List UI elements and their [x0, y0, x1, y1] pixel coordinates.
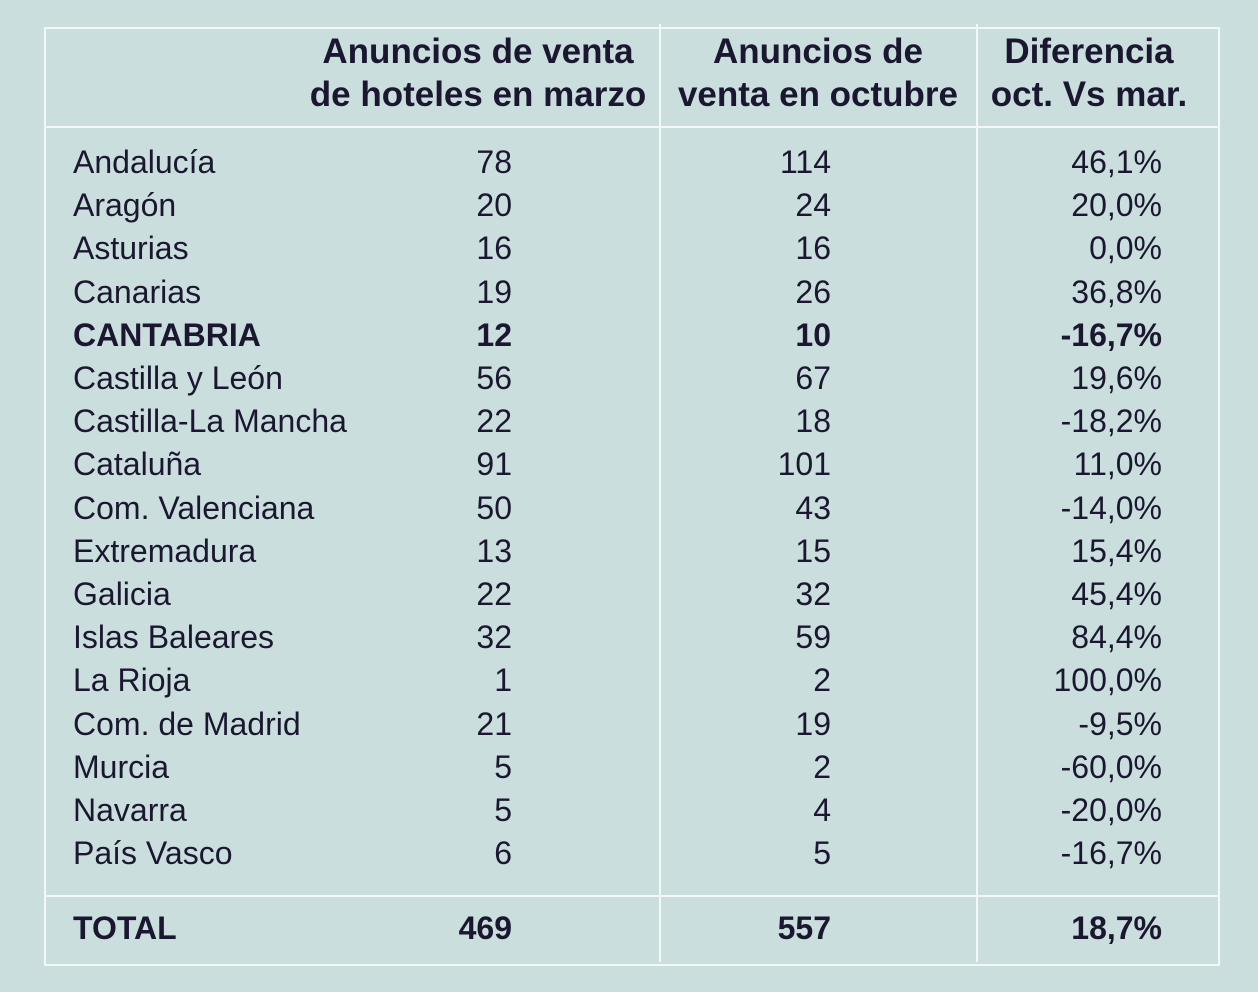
marzo-value: 78	[476, 144, 512, 180]
header-octubre-line2: venta en octubre	[677, 75, 959, 114]
diferencia-value: -9,5%	[1078, 706, 1162, 742]
marzo-value: 5	[494, 749, 512, 785]
marzo-value: 5	[494, 792, 512, 828]
diferencia-value: 19,6%	[1071, 360, 1162, 396]
table-row	[0, 400, 1258, 443]
region-name: Murcia	[73, 749, 170, 785]
diferencia-value: 20,0%	[1071, 187, 1162, 223]
octubre-value: 10	[795, 317, 831, 353]
octubre-value: 101	[777, 446, 831, 482]
octubre-value: 67	[795, 360, 831, 396]
diferencia-value: 45,4%	[1071, 576, 1162, 612]
marzo-value: 12	[476, 317, 512, 353]
octubre-value: 24	[795, 187, 831, 223]
marzo-value: 22	[476, 576, 512, 612]
marzo-value: 6	[494, 835, 512, 871]
diferencia-value: 100,0%	[1053, 662, 1162, 698]
table-row	[0, 573, 1258, 616]
octubre-value: 18	[795, 403, 831, 439]
region-name: Extremadura	[73, 533, 257, 569]
marzo-value: 22	[476, 403, 512, 439]
table-row	[0, 530, 1258, 573]
region-name: Cataluña	[73, 446, 202, 482]
header-diferencia-line1: Diferencia	[1004, 32, 1174, 71]
diferencia-value: -20,0%	[1060, 792, 1162, 828]
header-octubre-line1: Anuncios de	[712, 32, 924, 71]
header-divider	[44, 126, 1220, 128]
region-name: Aragón	[73, 187, 177, 223]
table-row-highlighted	[0, 314, 1258, 357]
table-row	[0, 443, 1258, 486]
marzo-value: 21	[476, 706, 512, 742]
octubre-value: 16	[795, 230, 831, 266]
region-name: Com. de Madrid	[73, 706, 301, 742]
octubre-value: 5	[813, 835, 831, 871]
marzo-value: 13	[476, 533, 512, 569]
total-row	[0, 907, 1258, 950]
diferencia-value: -16,7%	[1060, 835, 1162, 871]
header-marzo	[300, 30, 656, 116]
octubre-value: 15	[795, 533, 831, 569]
table-row	[0, 789, 1258, 832]
table-row	[0, 271, 1258, 314]
diferencia-value: -18,2%	[1060, 403, 1162, 439]
diferencia-value: 36,8%	[1071, 274, 1162, 310]
marzo-value: 19	[476, 274, 512, 310]
table-row	[0, 141, 1258, 184]
region-name: Com. Valenciana	[73, 490, 315, 526]
table-row	[0, 616, 1258, 659]
table-row	[0, 357, 1258, 400]
header-octubre	[662, 30, 974, 116]
marzo-value: 32	[476, 619, 512, 655]
header-diferencia	[979, 30, 1199, 116]
diferencia-value: 84,4%	[1071, 619, 1162, 655]
diferencia-value: 15,4%	[1071, 533, 1162, 569]
diferencia-value: -14,0%	[1060, 490, 1162, 526]
octubre-value: 32	[795, 576, 831, 612]
total-label: TOTAL	[73, 910, 177, 946]
octubre-value: 43	[795, 490, 831, 526]
diferencia-value: -16,7%	[1060, 317, 1162, 353]
region-name: Islas Baleares	[73, 619, 274, 655]
marzo-value: 16	[476, 230, 512, 266]
table-row	[0, 184, 1258, 227]
diferencia-value: 0,0%	[1089, 230, 1162, 266]
region-name: Andalucía	[73, 144, 216, 180]
octubre-value: 19	[795, 706, 831, 742]
table-row	[0, 659, 1258, 702]
marzo-value: 20	[476, 187, 512, 223]
octubre-value: 4	[813, 792, 831, 828]
table-row	[0, 703, 1258, 746]
header-diferencia-line2: oct. Vs mar.	[990, 75, 1188, 114]
total-diferencia: 18,7%	[1071, 910, 1162, 946]
marzo-value: 91	[476, 446, 512, 482]
header-marzo-line1: Anuncios de venta	[322, 32, 634, 71]
octubre-value: 59	[795, 619, 831, 655]
region-name: Galicia	[73, 576, 171, 612]
region-name: Navarra	[73, 792, 187, 828]
region-name: Castilla-La Mancha	[73, 403, 347, 439]
region-name: La Rioja	[73, 662, 191, 698]
region-name: Asturias	[73, 230, 189, 266]
marzo-value: 1	[494, 662, 512, 698]
diferencia-value: -60,0%	[1060, 749, 1162, 785]
marzo-value: 56	[476, 360, 512, 396]
octubre-value: 114	[779, 144, 831, 180]
diferencia-value: 11,0%	[1073, 446, 1162, 482]
marzo-value: 50	[476, 490, 512, 526]
total-octubre: 557	[777, 910, 831, 946]
header-marzo-line2: de hoteles en marzo	[309, 75, 647, 114]
total-divider	[44, 895, 1220, 897]
octubre-value: 2	[813, 749, 831, 785]
table-row	[0, 746, 1258, 789]
octubre-value: 2	[813, 662, 831, 698]
region-name: CANTABRIA	[73, 317, 261, 353]
region-name: Canarias	[73, 274, 202, 310]
octubre-value: 26	[795, 274, 831, 310]
region-name: Castilla y León	[73, 360, 283, 396]
region-name: País Vasco	[73, 835, 233, 871]
table-row	[0, 227, 1258, 270]
table-row	[0, 487, 1258, 530]
total-marzo: 469	[458, 910, 512, 946]
table-row	[0, 832, 1258, 875]
diferencia-value: 46,1%	[1071, 144, 1162, 180]
